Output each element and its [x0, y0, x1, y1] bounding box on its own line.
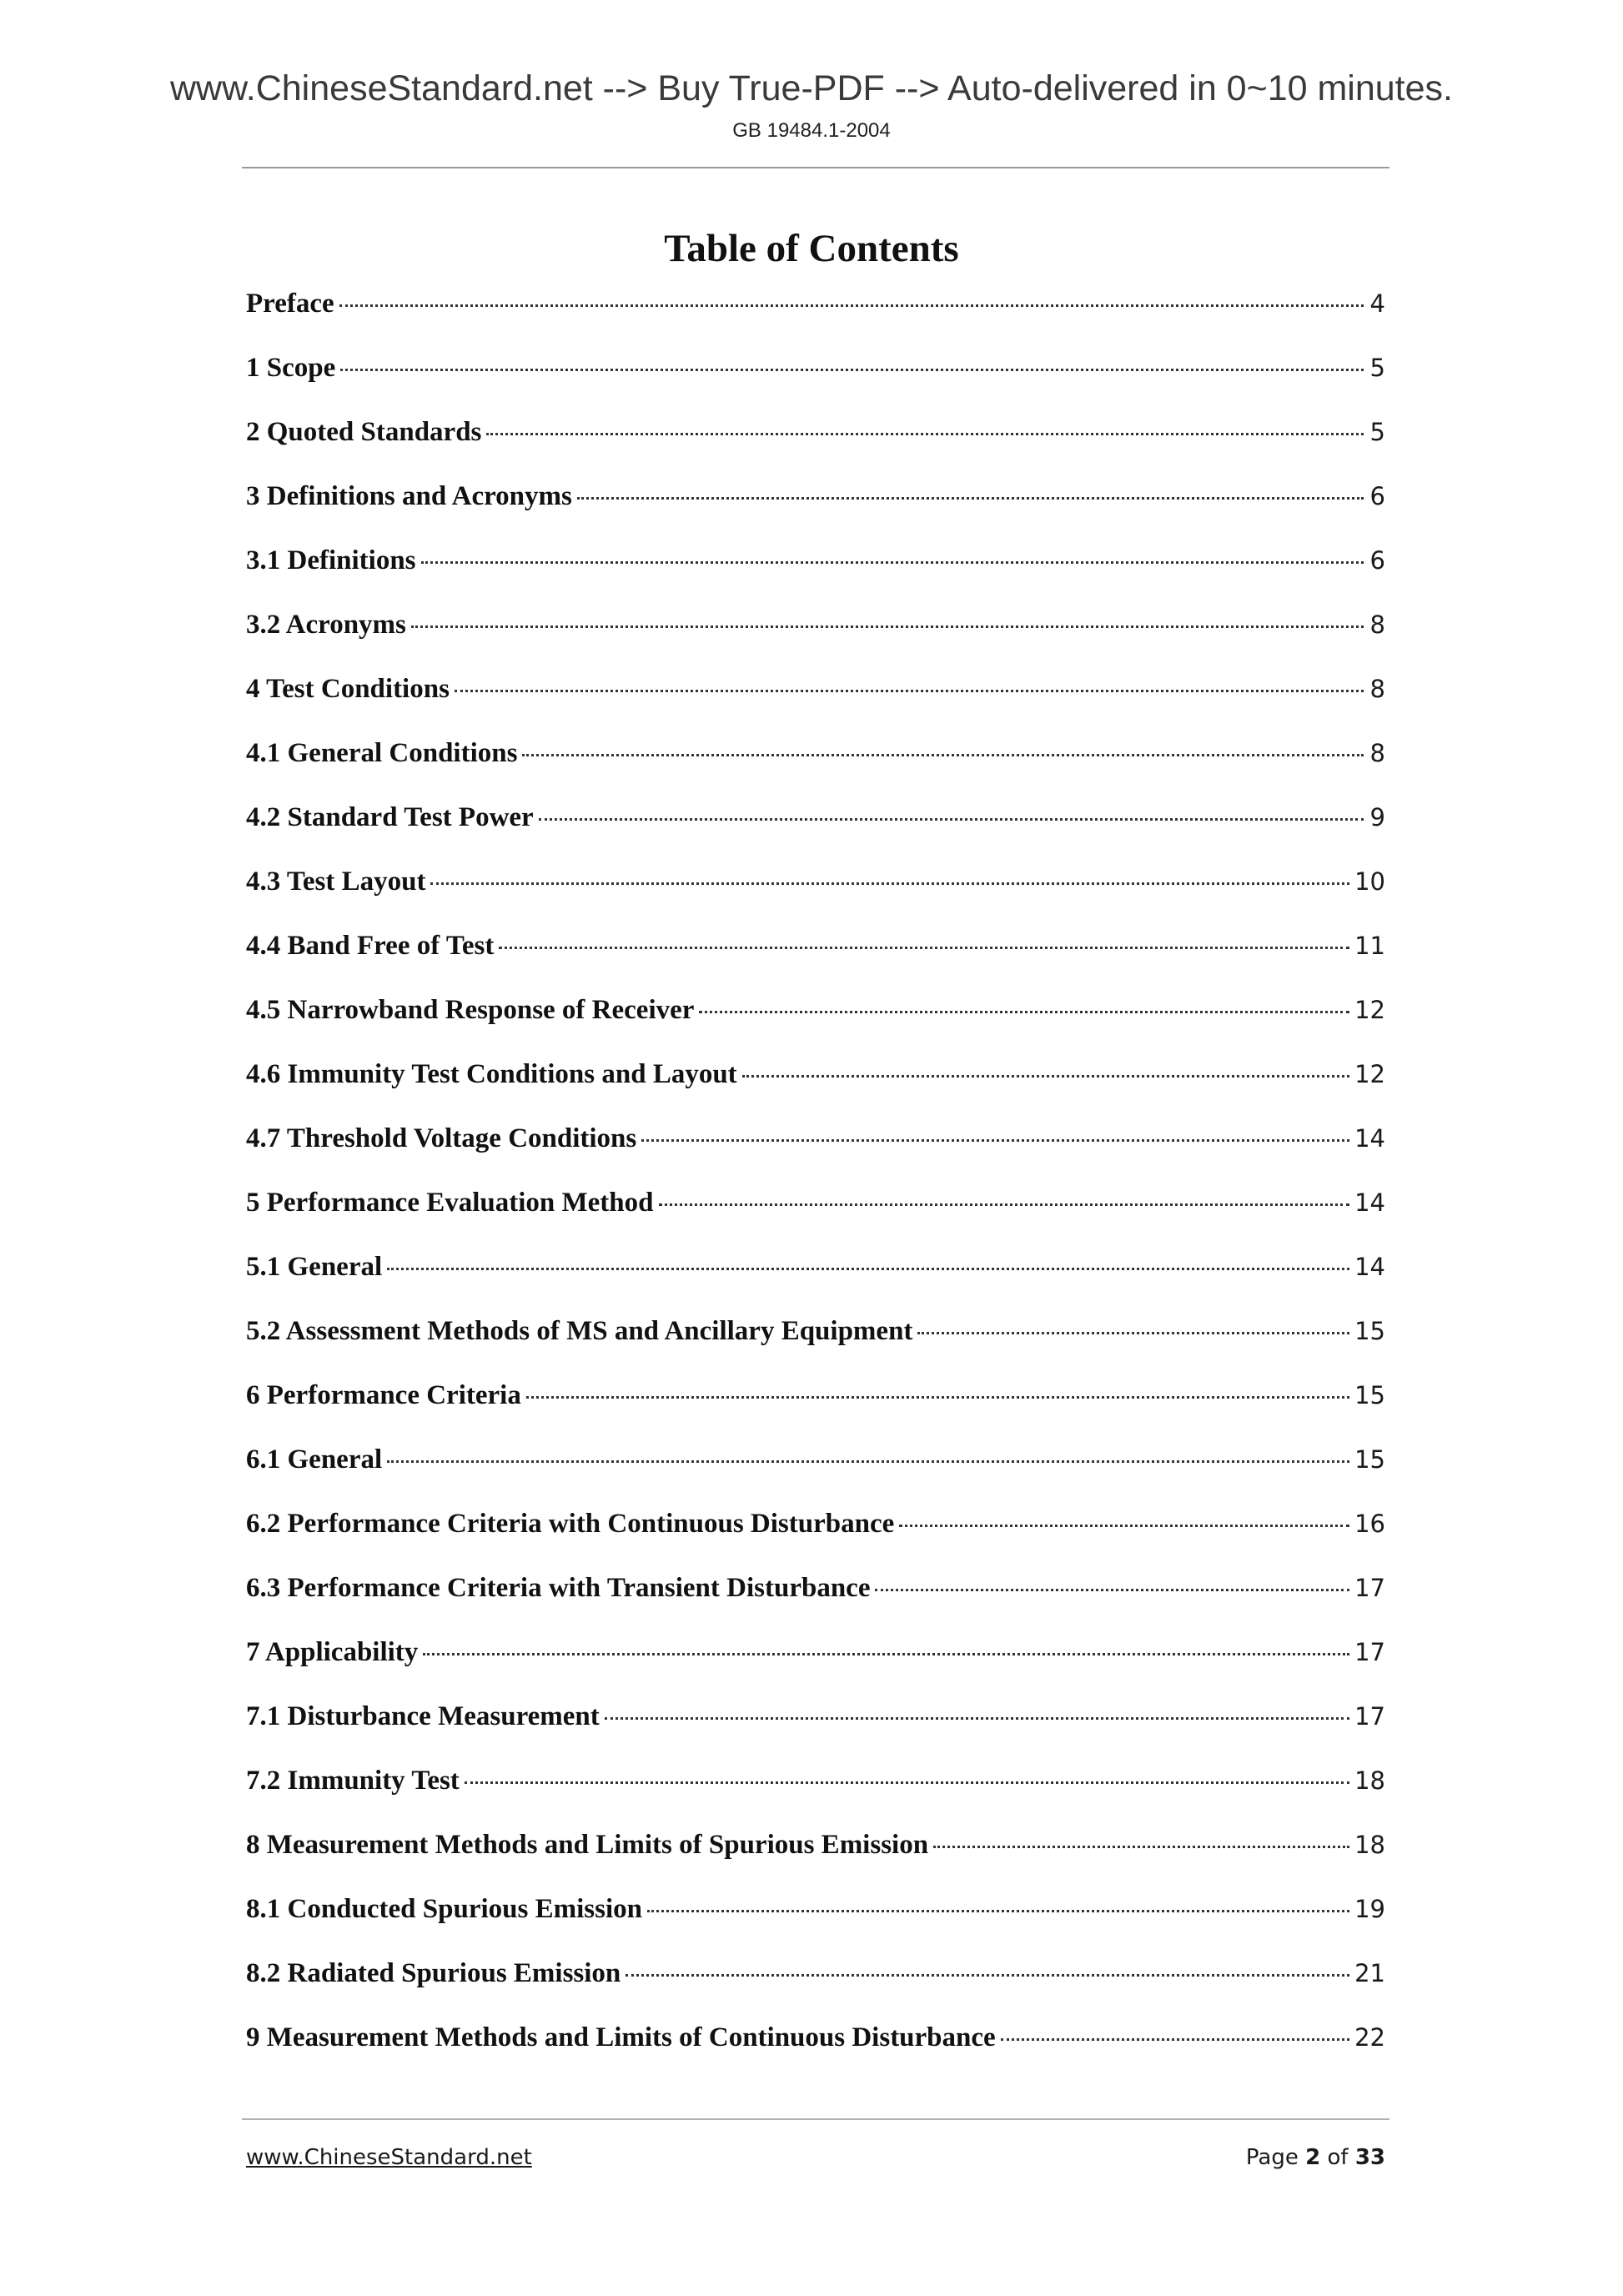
toc-dot-leader — [742, 1075, 1349, 1078]
toc-dot-leader — [699, 1011, 1349, 1013]
toc-entry-page-number: 19 — [1354, 1895, 1385, 1923]
toc-dot-leader — [486, 433, 1364, 435]
toc-entry-page-number: 6 — [1369, 546, 1385, 575]
toc-dot-leader — [917, 1332, 1349, 1334]
toc-entry-page-number: 10 — [1354, 867, 1385, 896]
toc-dot-leader — [605, 1717, 1349, 1720]
document-code: GB 19484.1-2004 — [732, 119, 891, 142]
page-of: of — [1327, 2145, 1349, 2170]
toc-entry-label[interactable]: 4 Test Conditions — [246, 674, 450, 704]
toc-entry-page-number: 21 — [1354, 1959, 1385, 1987]
toc-entry-label[interactable]: 3.2 Acronyms — [246, 610, 406, 640]
toc-entry-page-number: 5 — [1369, 354, 1385, 382]
toc-entry-label[interactable]: 6.3 Performance Criteria with Transient Disturbance — [246, 1573, 871, 1603]
toc-entry-label[interactable]: 6.1 General — [246, 1444, 383, 1475]
toc-entry-label[interactable]: 4.5 Narrowband Response of Receiver — [246, 995, 695, 1025]
toc-title: Table of Contents — [664, 227, 959, 270]
toc-entry-page-number: 14 — [1354, 1253, 1385, 1281]
top-banner-link[interactable]: www.ChineseStandard.net --> Buy True-PDF --> Auto-delivered in 0~10 minutes. — [169, 68, 1453, 108]
page-total: 33 — [1354, 2145, 1385, 2170]
toc-entry-page-number: 5 — [1369, 418, 1385, 446]
toc-entry-page-number: 8 — [1369, 610, 1385, 639]
toc-dot-leader — [339, 304, 1364, 307]
toc-entry-page-number: 17 — [1354, 1702, 1385, 1731]
toc-entry-page-number: 15 — [1354, 1445, 1385, 1474]
toc-entry-label[interactable]: 3 Definitions and Acronyms — [246, 481, 572, 511]
toc-dot-leader — [387, 1268, 1349, 1270]
toc-dot-leader — [626, 1974, 1349, 1977]
toc-entry-label[interactable]: 8.1 Conducted Spurious Emission — [246, 1894, 642, 1924]
toc-entry-page-number: 17 — [1354, 1638, 1385, 1666]
toc-entry[interactable] — [246, 862, 1385, 926]
toc-entry-label[interactable]: 9 Measurement Methods and Limits of Continuous Disturbance — [246, 2022, 996, 2052]
page-prefix: Page — [1245, 2145, 1299, 2170]
toc-dot-leader — [430, 882, 1349, 885]
toc-dot-leader — [455, 690, 1364, 692]
toc-entry[interactable] — [246, 1439, 1385, 1504]
toc-entry-label[interactable]: 4.2 Standard Test Power — [246, 802, 534, 832]
toc-entry-page-number: 14 — [1354, 1188, 1385, 1217]
toc-dot-leader — [933, 1846, 1349, 1848]
toc-entry-page-number: 22 — [1354, 2023, 1385, 2052]
toc-dot-leader — [340, 369, 1364, 371]
footer-divider — [242, 2118, 1389, 2120]
toc-entry-label[interactable]: 5.1 General — [246, 1252, 383, 1282]
toc-entry-label[interactable]: 4.3 Test Layout — [246, 867, 426, 897]
toc-entry-page-number: 4 — [1369, 289, 1385, 318]
toc-dot-leader — [423, 1653, 1349, 1655]
toc-entry[interactable] — [246, 605, 1385, 669]
toc-entry-page-number: 18 — [1354, 1766, 1385, 1795]
toc-entry-label[interactable]: Preface — [246, 289, 334, 319]
toc-entry[interactable] — [246, 1504, 1385, 1568]
toc-entry-label[interactable]: 4.7 Threshold Voltage Conditions — [246, 1123, 637, 1153]
toc-entry-label[interactable]: 8.2 Radiated Spurious Emission — [246, 1958, 621, 1988]
toc-entry[interactable] — [246, 1696, 1385, 1761]
toc-entry[interactable] — [246, 1054, 1385, 1118]
toc-entry[interactable] — [246, 1568, 1385, 1632]
toc-entry[interactable] — [246, 1375, 1385, 1439]
toc-entry[interactable] — [246, 1183, 1385, 1247]
toc-entry[interactable] — [246, 1311, 1385, 1375]
toc-entry[interactable] — [246, 2017, 1385, 2082]
toc-entry-page-number: 11 — [1354, 932, 1385, 960]
toc-entry-label[interactable]: 2 Quoted Standards — [246, 417, 482, 447]
toc-entry[interactable] — [246, 797, 1385, 862]
toc-entry-page-number: 8 — [1369, 675, 1385, 703]
toc-entry[interactable] — [246, 540, 1385, 605]
toc-dot-leader — [659, 1203, 1350, 1206]
toc-dot-leader — [641, 1139, 1349, 1142]
toc-entry[interactable] — [246, 1632, 1385, 1696]
toc-entry[interactable] — [246, 1118, 1385, 1183]
toc-dot-leader — [526, 1396, 1349, 1399]
toc-entry-page-number: 6 — [1369, 482, 1385, 510]
toc-entry-page-number: 12 — [1354, 996, 1385, 1024]
toc-entry[interactable] — [246, 476, 1385, 540]
toc-entry[interactable] — [246, 1889, 1385, 1953]
toc-entry[interactable] — [246, 1825, 1385, 1889]
toc-dot-leader — [539, 818, 1364, 821]
toc-dot-leader — [875, 1589, 1349, 1591]
toc-entry[interactable] — [246, 1953, 1385, 2017]
header-divider — [242, 167, 1389, 168]
toc-dot-leader — [1001, 2038, 1349, 2041]
toc-list — [246, 284, 1385, 2082]
toc-entry[interactable] — [246, 1761, 1385, 1825]
toc-entry-page-number: 14 — [1354, 1124, 1385, 1153]
toc-dot-leader — [411, 625, 1364, 628]
toc-dot-leader — [522, 754, 1364, 756]
toc-entry-label[interactable]: 5 Performance Evaluation Method — [246, 1188, 654, 1218]
toc-entry-label[interactable]: 7.2 Immunity Test — [246, 1766, 460, 1796]
toc-entry[interactable] — [246, 1247, 1385, 1311]
footer-page-number — [1246, 2143, 1385, 2172]
toc-dot-leader — [647, 1910, 1349, 1912]
toc-entry-page-number: 16 — [1354, 1510, 1385, 1538]
toc-entry-page-number: 15 — [1354, 1317, 1385, 1345]
toc-dot-leader — [899, 1525, 1349, 1527]
toc-entry-page-number: 9 — [1369, 803, 1385, 831]
page-current: 2 — [1305, 2145, 1321, 2170]
toc-entry[interactable] — [246, 412, 1385, 476]
toc-entry-label[interactable]: 7 Applicability — [246, 1637, 419, 1667]
toc-entry[interactable] — [246, 669, 1385, 733]
toc-dot-leader — [421, 561, 1364, 564]
toc-entry-page-number: 17 — [1354, 1574, 1385, 1602]
toc-dot-leader — [465, 1781, 1349, 1784]
toc-entry-label[interactable]: 6 Performance Criteria — [246, 1380, 521, 1410]
toc-entry-label[interactable]: 6.2 Performance Criteria with Continuous Disturbance — [246, 1509, 895, 1539]
toc-entry-label[interactable]: 5.2 Assessment Methods of MS and Ancillary Equipment — [246, 1316, 913, 1346]
toc-entry-page-number: 18 — [1354, 1831, 1385, 1859]
toc-entry-label[interactable]: 8 Measurement Methods and Limits of Spurious Emission — [246, 1830, 929, 1860]
toc-entry-label[interactable]: 4.4 Band Free of Test — [246, 931, 495, 961]
toc-entry[interactable] — [246, 926, 1385, 990]
toc-entry-label[interactable]: 7.1 Disturbance Measurement — [246, 1701, 600, 1731]
toc-entry-page-number: 8 — [1369, 739, 1385, 767]
toc-entry[interactable] — [246, 348, 1385, 412]
toc-entry-label[interactable]: 4.6 Immunity Test Conditions and Layout — [246, 1059, 737, 1089]
toc-dot-leader — [577, 497, 1364, 500]
toc-entry[interactable] — [246, 733, 1385, 797]
footer-site-link[interactable]: www.ChineseStandard.net — [246, 2145, 532, 2170]
toc-entry[interactable] — [246, 990, 1385, 1054]
toc-entry-label[interactable]: 4.1 General Conditions — [246, 738, 518, 768]
toc-entry-label[interactable]: 1 Scope — [246, 353, 336, 383]
toc-dot-leader — [387, 1460, 1349, 1463]
toc-entry[interactable] — [246, 284, 1385, 348]
toc-entry-label[interactable]: 3.1 Definitions — [246, 545, 416, 575]
toc-dot-leader — [499, 947, 1349, 949]
toc-entry-page-number: 15 — [1354, 1381, 1385, 1409]
toc-entry-page-number: 12 — [1354, 1060, 1385, 1088]
